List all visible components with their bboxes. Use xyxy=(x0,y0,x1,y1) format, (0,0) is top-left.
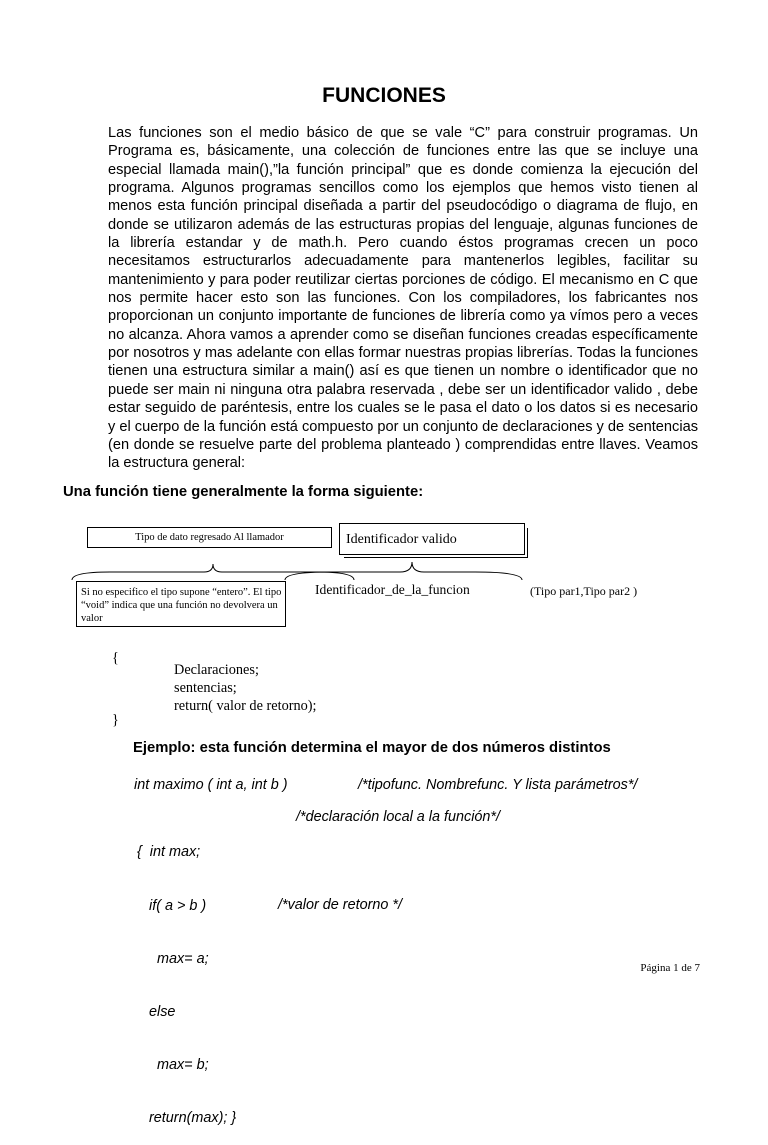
valid-identifier-box: Identificador valido xyxy=(339,523,525,555)
function-body-lines xyxy=(174,662,317,715)
code-line: return(max); } xyxy=(137,1109,237,1126)
return-comment: /*valor de retorno */ xyxy=(278,897,402,913)
return-type-box: Tipo de dato regresado Al llamador xyxy=(87,527,332,548)
code-line: if( a > b ) xyxy=(137,897,207,914)
code-line: else xyxy=(137,1003,176,1020)
signature-comment: /*tipofunc. Nombrefunc. Y lista parámetros*/ xyxy=(358,777,638,793)
page-number: Página 1 de 7 xyxy=(640,962,700,974)
type-note-text: Si no especifico el tipo supone “entero”. El tipo “void” indica que una función no devolvera un valor xyxy=(81,587,282,624)
example-heading: Ejemplo: esta función determina el mayor de dos números distintos xyxy=(133,740,611,756)
close-brace: } xyxy=(112,712,119,728)
body-line: sentencias; xyxy=(174,679,237,696)
parameter-list: (Tipo par1,Tipo par2 ) xyxy=(530,584,638,598)
code-line: max= b; xyxy=(137,1056,209,1073)
open-brace: { xyxy=(112,650,119,666)
declaration-comment: /*declaración local a la función*/ xyxy=(296,809,500,825)
code-line: max= a; xyxy=(137,950,209,967)
intro-paragraph: Las funciones son el medio básico de que se vale “C” para construir programas. Un Programa es, básicamente, una colección de funciones entre las que se incluye una especial llamada main(),”la función principal” que es donde comienza la ejecución del programa. Algunos programas sencillos como los ejemplos que hemos visto tienen al menos esta función principal diseñada a partir del pseudocódigo o diagrama de flujo, en donde se utilizaron además de las estructuras propias del lenguaje, algunas funciones de la librería estandar y de math.h. Pero cuando éstos programas crecen un poco necesitamos estructurarlos adecuadamente para mantenerlos legibles, facilitar su mantenimiento y para poder reutilizar ciertas porciones de código. El mecanismo en C que nos permite hacer esto son las funciones. Con los compiladores, los fabricantes nos proporcionan un conjunto importante de funciones de librería como ya vímos pero a veces no alcanza. Ahora vamos a aprender como se diseñan funciones creadas específicamente por nosotros y mas adelante con ellas formar nuestras propias librerías. Todas la funciones tienen una estructura similar a main() así es que tienen un nombre o identificador que no puede ser main ni ninguna otra palabra reservada , debe ser un identificador valido , debe estar seguido de paréntesis, entre los cuales se le pasa el dato o los datos si es necesario y el cuerpo de la función está compuesto por un conjunto de declaraciones y de sentencias (en donde se resuelve parte del problema planteado ) comprendidas entre llaves. Veamos la estructura general: xyxy=(108,125,698,472)
function-identifier: Identificador_de_la_funcion xyxy=(315,582,470,597)
example-code xyxy=(137,809,236,1145)
section-heading: Una función tiene generalmente la forma siguiente: xyxy=(63,484,424,500)
type-note-box xyxy=(76,581,286,627)
body-line: Declaraciones; xyxy=(174,662,259,678)
body-line: return( valor de retorno); xyxy=(174,697,317,714)
identifier-brace xyxy=(285,562,522,580)
code-line: { int max; xyxy=(137,844,201,861)
example-signature: int maximo ( int a, int b ) xyxy=(134,777,288,793)
page-title: FUNCIONES xyxy=(322,84,446,107)
